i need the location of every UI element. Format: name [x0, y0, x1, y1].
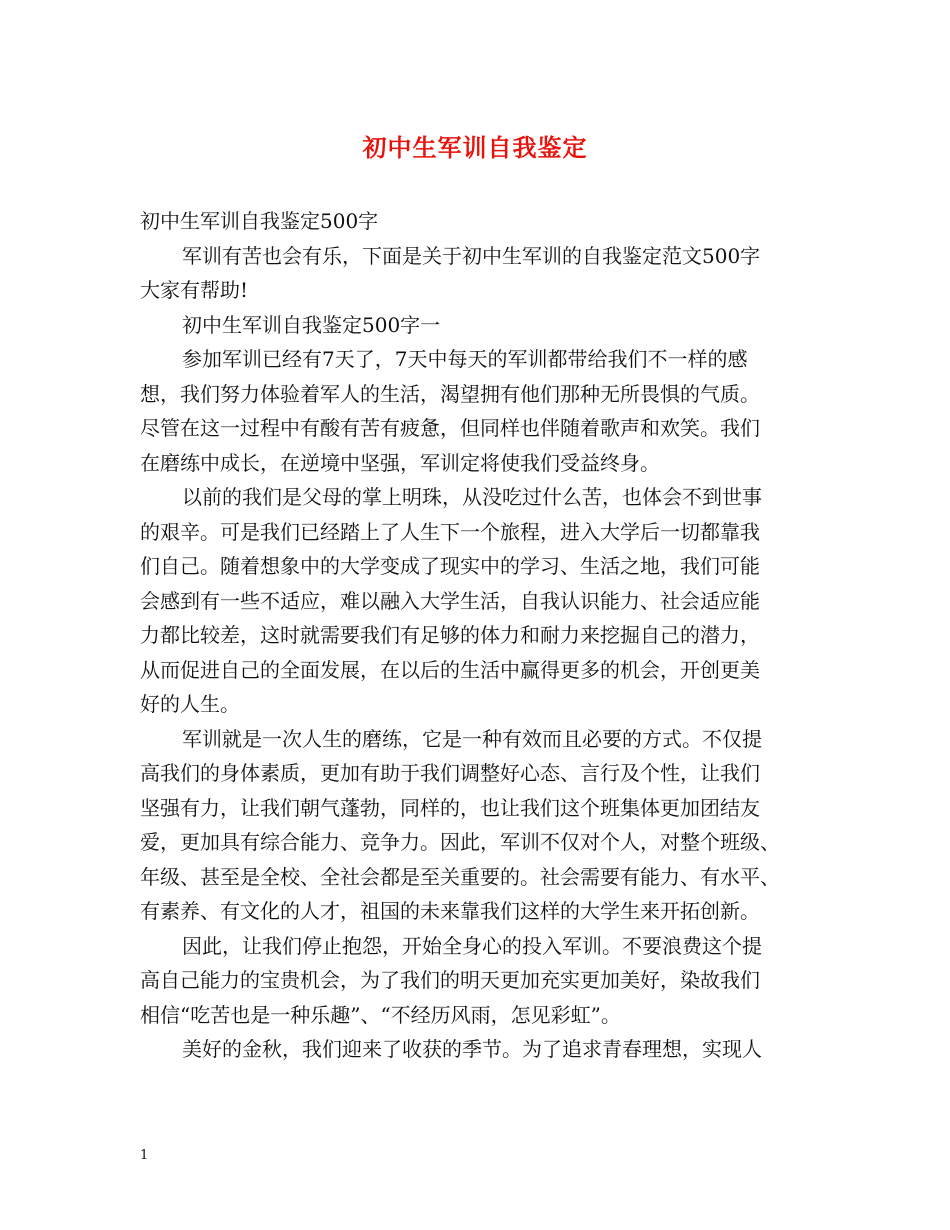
text-line: 年级、甚至是全校、全社会都是至关重要的。社会需要有能力、有水平、	[140, 864, 780, 889]
document-body	[140, 204, 816, 1067]
text-line: 高自己能力的宝贵机会，为了我们的明天更加充实更加美好，染故我们	[140, 968, 760, 992]
text-line: 力都比较差，这时就需要我们有足够的体力和耐力来挖掘自己的潜力，	[140, 623, 760, 647]
text-line: 以前的我们是父母的掌上明珠，从没吃过什么苦，也体会不到世事	[182, 485, 762, 509]
text-line: 爱，更加具有综合能力、竞争力。因此，军训不仅对个人，对整个班级、	[140, 830, 780, 854]
text-line: 有素养、有文化的人才，祖国的未来靠我们这样的大学生来开拓创新。	[140, 899, 760, 923]
text-line: 在磨练中成长，在逆境中坚强，军训定将使我们受益终身。	[140, 450, 660, 475]
text-line: 参加军训已经有7天了，7天中每天的军训都带给我们不一样的感	[182, 347, 748, 371]
page-title: 初中生军训自我鉴定	[362, 133, 588, 162]
text-line: 尽管在这一过程中有酸有苦有疲惫，但同样也伴随着歌声和欢笑。我们	[140, 416, 760, 440]
text-line: 初中生军训自我鉴定500字	[140, 209, 379, 233]
text-line: 会感到有一些不适应，难以融入大学生活，自我认识能力、社会适应能	[140, 588, 760, 613]
text-line: 们自己。随着想象中的大学变成了现实中的学习、生活之地，我们可能	[140, 554, 760, 578]
text-line: 从而促进自己的全面发展，在以后的生活中赢得更多的机会，开创更美	[140, 657, 760, 682]
text-line: 相信“吃苦也是一种乐趣”、“不经历风雨，怎见彩虹”。	[140, 1002, 621, 1027]
text-line: 美好的金秋，我们迎来了收获的季节。为了追求青春理想，实现人	[182, 1037, 762, 1061]
text-line: 的艰辛。可是我们已经踏上了人生下一个旅程，进入大学后一切都靠我	[140, 519, 760, 544]
text-line: 大家有帮助!	[140, 278, 249, 302]
text-line: 好的人生。	[140, 692, 240, 716]
text-line: 坚强有力，让我们朝气蓬勃，同样的，也让我们这个班集体更加团结友	[140, 795, 760, 820]
text-line: 因此，让我们停止抱怨，开始全身心的投入军训。不要浪费这个提	[182, 933, 762, 958]
page-number: 1	[140, 1148, 149, 1163]
text-line: 高我们的身体素质，更加有助于我们调整好心态、言行及个性，让我们	[140, 761, 760, 785]
text-line: 想，我们努力体验着军人的生活，渴望拥有他们那种无所畏惧的气质。	[140, 381, 760, 406]
text-line: 初中生军训自我鉴定500字一	[182, 312, 441, 337]
text-line: 军训有苦也会有乐，下面是关于初中生军训的自我鉴定范文500字	[182, 243, 761, 268]
text-line: 军训就是一次人生的磨练，它是一种有效而且必要的方式。不仅提	[182, 726, 762, 751]
